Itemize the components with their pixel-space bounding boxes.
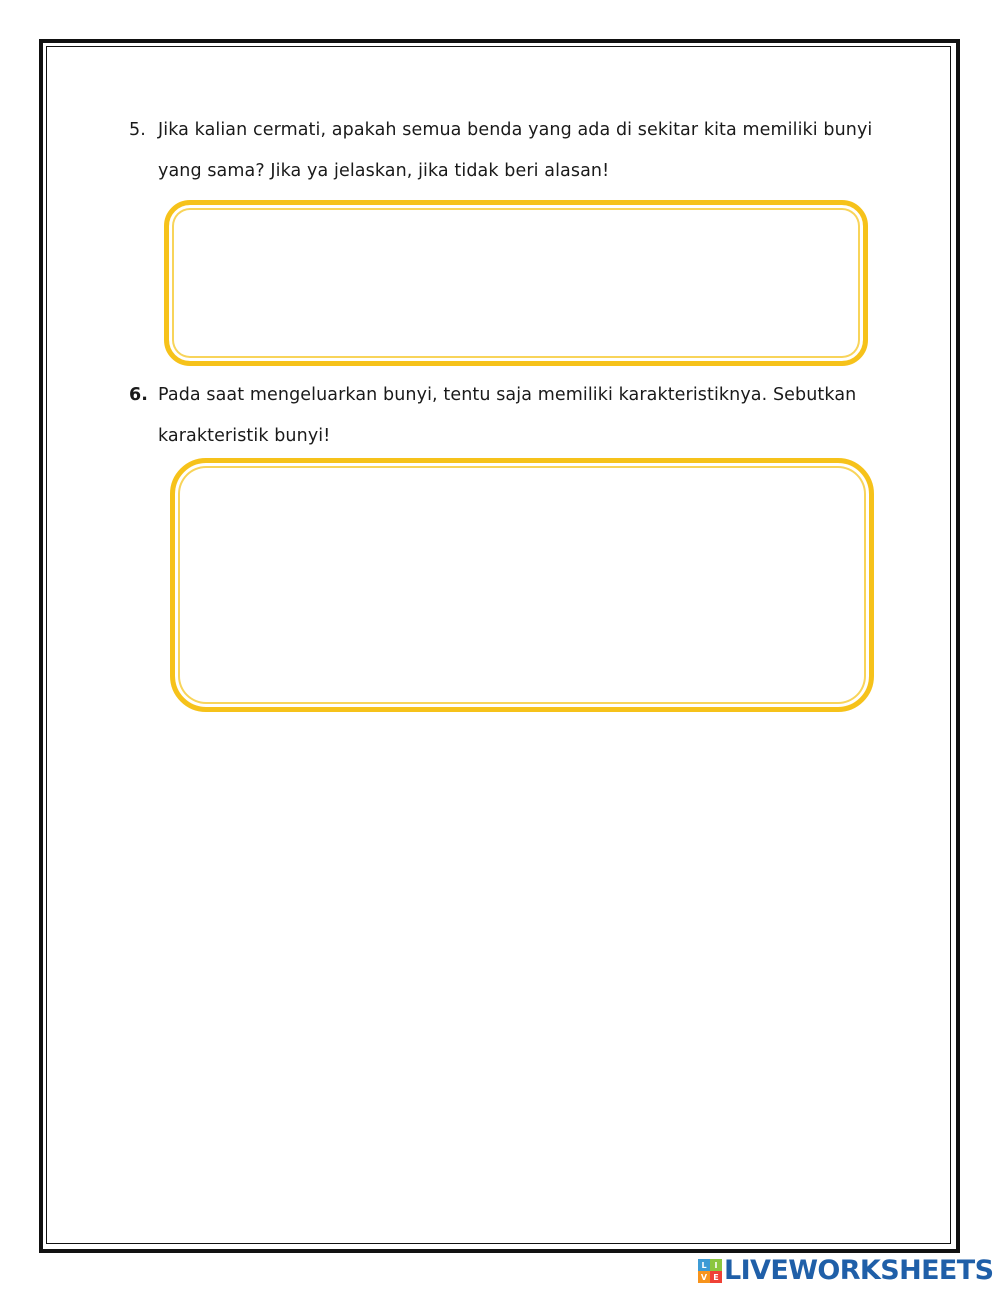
question-5 [129,110,889,194]
logo-letter: I [710,1259,722,1271]
question-text: Jika kalian cermati, apakah semua benda yang ada di sekitar kita memiliki bunyi yang sama? Jika ya jelaskan, jika tidak beri alasan! [158,120,873,181]
liveworksheets-logo-icon [698,1259,722,1283]
question-number: 5. [129,120,146,140]
answer-box-6[interactable] [170,458,874,712]
question-number: 6. [129,385,149,405]
question-text: Pada saat mengeluarkan bunyi, tentu saja memiliki karakteristiknya. Sebutkan karakteristik bunyi! [158,385,857,446]
logo-letter: L [698,1259,710,1271]
answer-box-5[interactable] [164,200,868,366]
liveworksheets-brand[interactable] [698,1257,993,1285]
logo-letter: E [710,1271,722,1283]
logo-letter: V [698,1271,710,1283]
brand-name: LIVEWORKSHEETS [724,1255,994,1286]
question-6 [129,375,889,459]
